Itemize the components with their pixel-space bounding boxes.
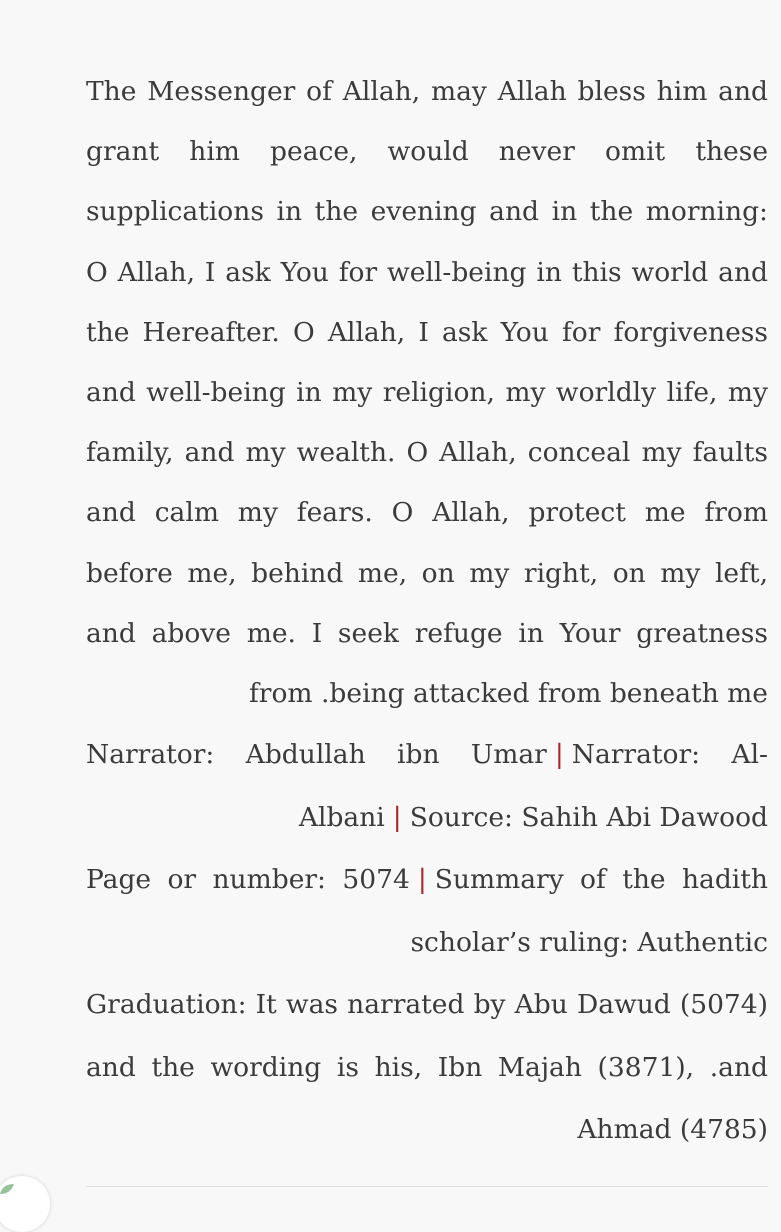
page-number: Page or number: 5074 <box>86 864 410 896</box>
hadith-text-end: .being attacked from beneath me <box>321 678 768 710</box>
divider <box>86 1186 768 1187</box>
separator: | <box>392 801 402 833</box>
narrator-companion: Narrator: Abdullah ibn Umar <box>86 739 547 771</box>
corner-button[interactable] <box>0 1176 50 1232</box>
graduation-end: .and Ahmad (4785) <box>577 1051 768 1146</box>
separator: | <box>417 864 427 896</box>
separator: | <box>554 739 564 771</box>
source: Source: Sahih Abi Dawood <box>409 801 768 833</box>
hadith-text-main: The Messenger of Allah, may Allah bless him and grant him peace, would never omit these supplications in the evening and in the morning: O Allah, I ask You for well-being in this world and the Hereafter. O Allah, I ask You for forgiveness and well-being in my religion, my worldly life, my family, and my wealth. O Allah, conceal my faults and calm my fears. O Allah, protect me from before me, behind me, on my right, on my left, and above me. I seek refuge in Your greatness from <box>86 76 768 710</box>
ruling: Summary of the hadith scholar’s ruling: Authentic <box>410 864 768 958</box>
page-ruling-line <box>86 849 768 974</box>
graduation <box>86 974 768 1162</box>
narrator-source-line <box>86 724 768 849</box>
graduation-main: Graduation: It was narrated by Abu Dawud (5074) and the wording is his, Ibn Majah (3871), <box>86 989 768 1083</box>
narrator-scholar: Narrator: Al-Albani <box>298 739 769 833</box>
hadith-text <box>86 62 768 724</box>
hadith-card <box>86 62 768 1162</box>
leaf-icon <box>0 1182 16 1196</box>
